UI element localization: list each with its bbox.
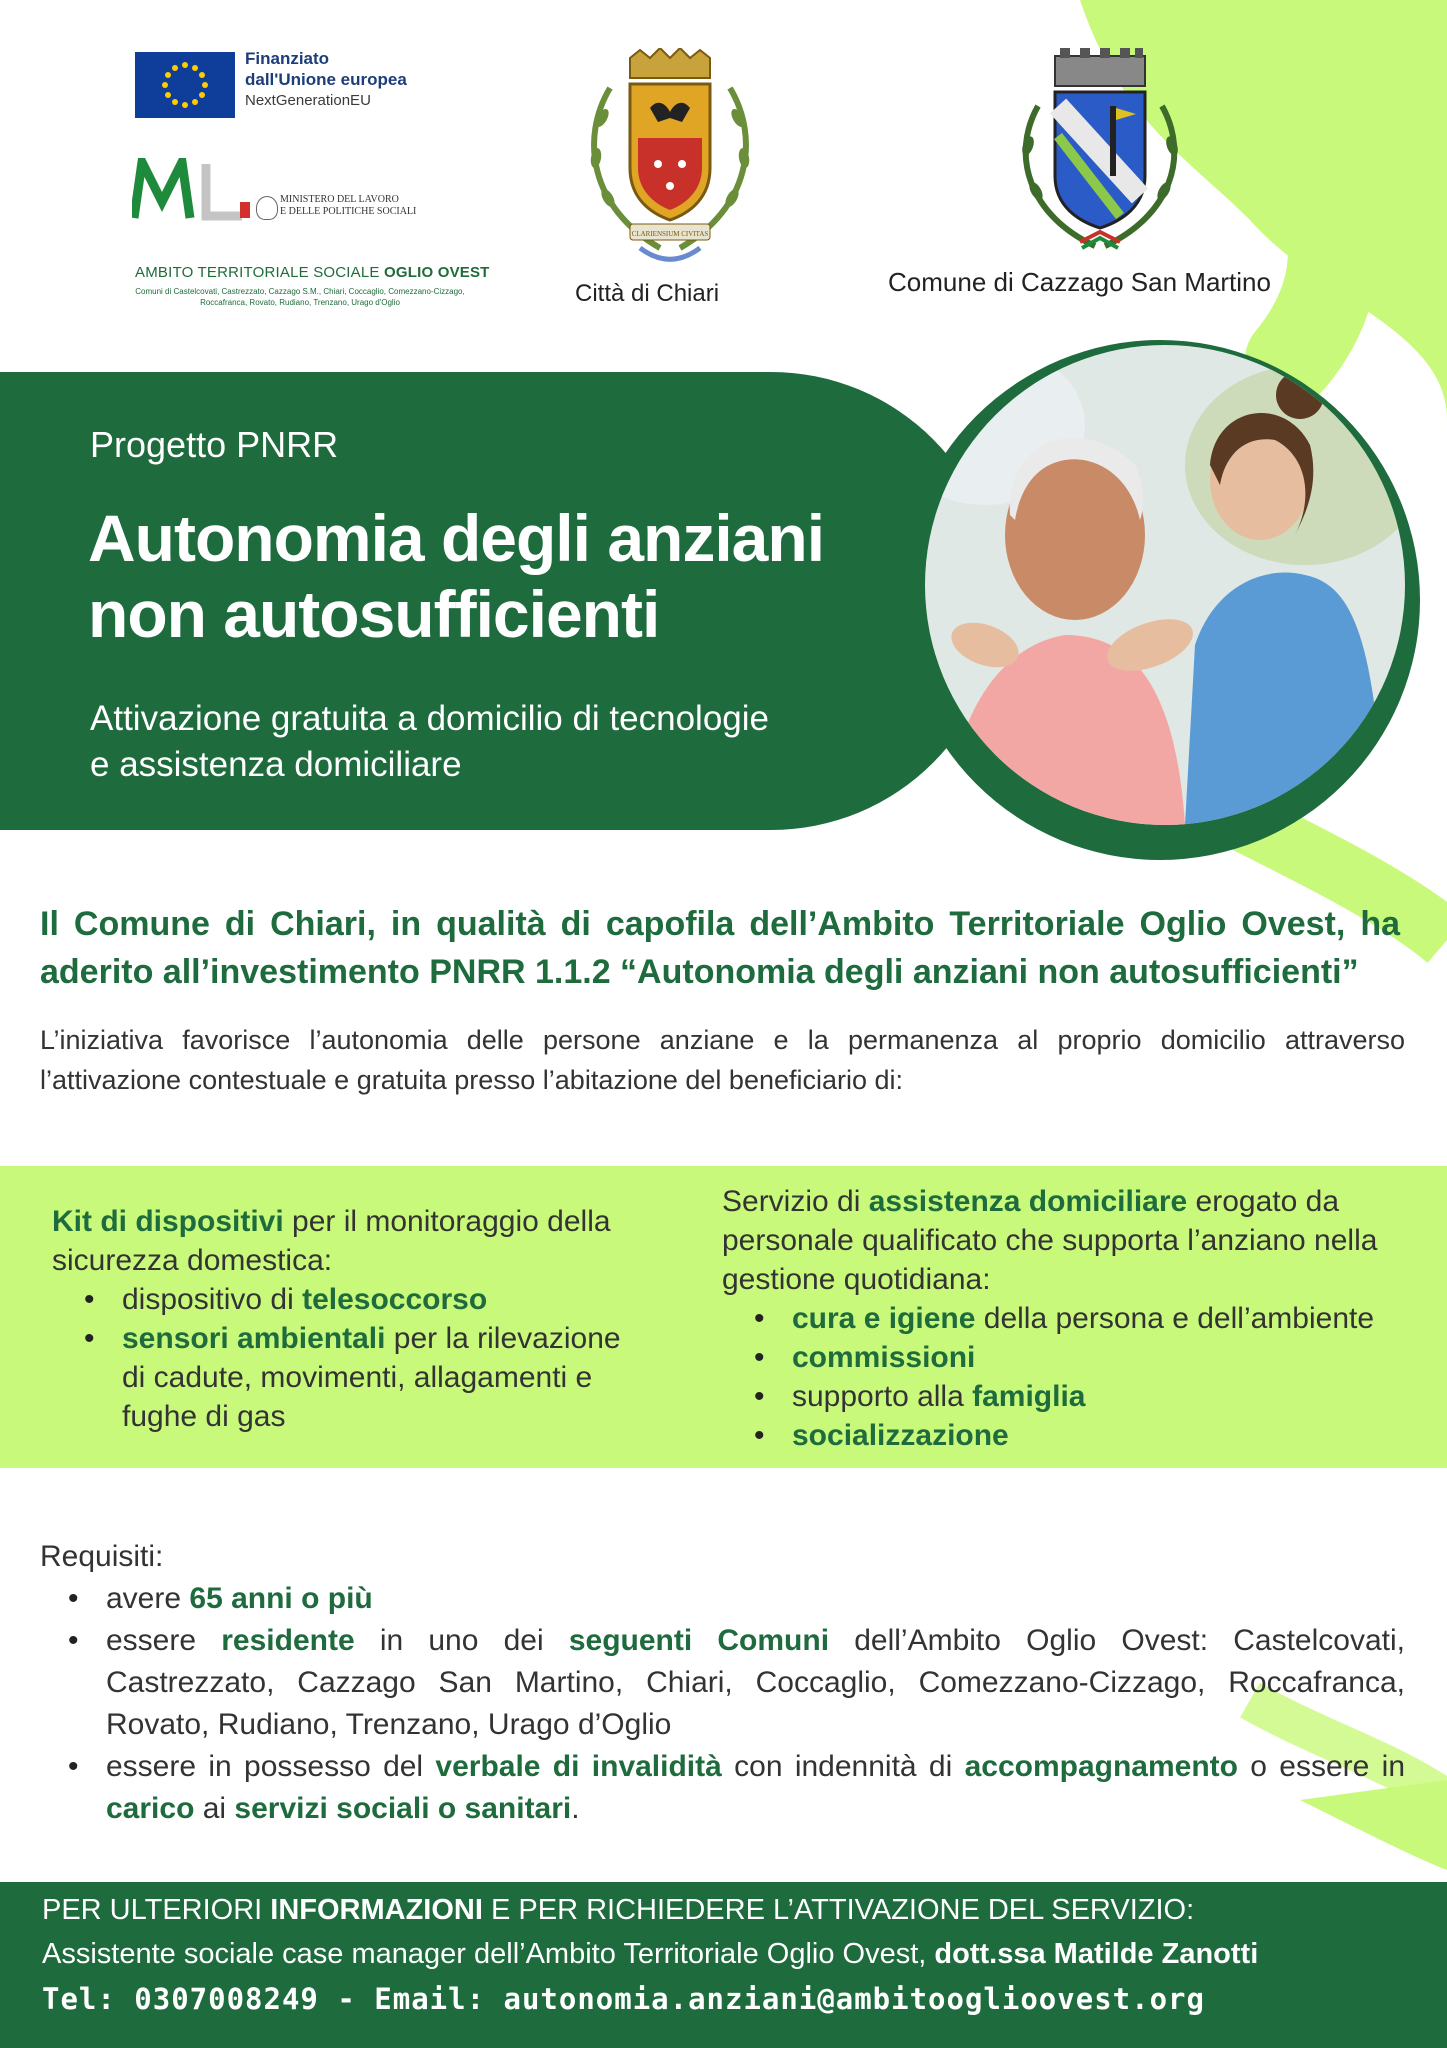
chiari-ribbon-text: CLARIENSIUM CIVITAS	[631, 230, 709, 238]
banner-title-line2: non autosufficienti	[88, 577, 660, 651]
eu-line1: Finanziato	[245, 49, 330, 68]
footer-bold: INFORMAZIONI	[270, 1894, 483, 1926]
item-pre: dispositivo di	[122, 1283, 303, 1316]
req-bold: carico	[106, 1792, 195, 1825]
req-text: avere	[106, 1582, 190, 1615]
footer-phone-email[interactable]: Tel: 0307008249 - Email: autonomia.anziani@ambitooglioovest.org	[42, 1982, 1205, 2016]
item-bold: socializzazione	[792, 1419, 1009, 1452]
requirement-age	[106, 1578, 1405, 1620]
footer-text: PER ULTERIORI	[42, 1894, 271, 1926]
list-item	[792, 1416, 1402, 1455]
req-bold: seguenti Comuni	[568, 1624, 830, 1657]
banner-kicker: Progetto PNRR	[90, 424, 339, 465]
ministry-line2: E DELLE POLITICHE SOCIALI	[280, 206, 417, 217]
item-bold: sensori ambientali	[122, 1322, 386, 1355]
req-text: ai	[194, 1792, 235, 1825]
item-bold: cura e igiene	[792, 1302, 976, 1335]
item-post: per la rilevazione di cadute, movimenti, allagamenti e fughe di gas	[122, 1322, 621, 1433]
ambito-title-regular: AMBITO TERRITORIALE SOCIALE	[135, 264, 384, 281]
item-bold: telesoccorso	[302, 1283, 488, 1316]
req-text: essere in possesso del	[106, 1750, 436, 1783]
footer-text: Assistente sociale case manager dell’Ambito Territoriale Oglio Ovest,	[42, 1938, 935, 1970]
item-post: della persona e dell’ambiente	[975, 1302, 1375, 1335]
list-item	[792, 1377, 1402, 1416]
req-text: .	[571, 1792, 580, 1825]
banner-title-line1: Autonomia degli anziani	[88, 501, 825, 575]
ministry-emblem-icon	[256, 196, 278, 220]
requirements-list	[40, 1578, 1405, 1830]
req-bold: residente	[221, 1624, 355, 1657]
chiari-label: Città di Chiari	[575, 280, 720, 307]
ministry-line1: MINISTERO DEL LAVORO	[280, 194, 399, 205]
ministry-logo	[132, 158, 252, 222]
intro-headline: Il Comune di Chiari, in qualità di capofila dell’Ambito Territoriale Oglio Ovest, ha aderito all’investimento PNRR 1.1.2 “Autonomia degli anziani non autosufficienti”	[40, 905, 1400, 991]
requirement-disability	[106, 1746, 1405, 1830]
ambito-title-bold: OGLIO OVEST	[384, 264, 490, 281]
devices-lead	[52, 1202, 652, 1280]
home-care-lead	[722, 1182, 1402, 1299]
requirement-residence	[106, 1620, 1405, 1746]
devices-list	[52, 1280, 652, 1436]
req-bold: servizi sociali o sanitari	[234, 1792, 572, 1825]
eu-funding-text	[245, 48, 407, 111]
footer-bold: dott.ssa Matilde Zanotti	[934, 1938, 1259, 1970]
cazzago-crest-logo	[1000, 46, 1200, 266]
chiari-crest-logo	[570, 48, 770, 268]
req-bold: 65 anni o più	[189, 1582, 373, 1615]
home-care-lead-pre: Servizio di	[722, 1185, 869, 1218]
item-bold: commissioni	[792, 1341, 976, 1374]
home-care-lead-rest: erogato da personale qualificato che supporta l’anziano nella gestione quotidiana:	[722, 1185, 1378, 1296]
intro-text: L’iniziativa favorisce l’autonomia delle persone anziane e la permanenza al proprio domicilio attraverso l’attivazione contestuale e gratuita presso l’abitazione del beneficiario di:	[40, 1025, 1405, 1095]
req-bold: verbale di invalidità	[435, 1750, 722, 1783]
item-bold: famiglia	[972, 1380, 1086, 1413]
ambito-communes: Comuni di Castelcovati, Castrezzato, Cazzago S.M., Chiari, Coccaglio, Comezzano-Cizzago, Roccafranca, Rovato, Rudiano, Trenzano, Urago d'Oglio	[135, 287, 465, 307]
eu-line3: NextGenerationEU	[245, 92, 371, 109]
home-care-column	[722, 1182, 1402, 1455]
footer-contact-person	[42, 1938, 1258, 1971]
footer-info-line	[42, 1894, 1194, 1927]
banner-subtitle	[90, 696, 769, 788]
banner-title	[88, 500, 824, 652]
banner-subtitle-line1: Attivazione gratuita a domicilio di tecnologie	[90, 699, 769, 738]
cazzago-label: Comune di Cazzago San Martino	[888, 267, 1271, 297]
req-text: essere	[106, 1624, 222, 1657]
ambito-title	[135, 264, 490, 281]
item-pre: supporto alla	[792, 1380, 973, 1413]
elderly-caregiver-photo	[925, 345, 1405, 825]
list-item	[792, 1299, 1402, 1338]
eu-line2: dall'Unione europea	[245, 70, 407, 89]
devices-lead-bold: Kit di dispositivi	[52, 1205, 284, 1238]
devices-column	[52, 1202, 652, 1436]
eu-flag-logo	[135, 52, 235, 118]
home-care-lead-bold: assistenza domiciliare	[868, 1185, 1188, 1218]
requirements-heading: Requisiti:	[40, 1540, 164, 1573]
banner-subtitle-line2: e assistenza domiciliare	[90, 745, 462, 784]
req-bold: accompagnamento	[964, 1750, 1238, 1783]
ministry-text	[280, 194, 416, 218]
footer-text: E PER RICHIEDERE L’ATTIVAZIONE DEL SERVIZIO:	[482, 1894, 1195, 1926]
req-text: con indennità di	[721, 1750, 965, 1783]
req-text: dell’Ambito Oglio Ovest: Castelcovati, Castrezzato, Cazzago San Martino, Chiari, Coccaglio, Comezzano-Cizzago, Roccafranca, Rovato, Rudiano, Trenzano, Urago d’Oglio	[106, 1624, 1405, 1741]
requirements-section	[40, 1536, 1405, 1830]
req-text: in uno dei	[354, 1624, 569, 1657]
list-item	[792, 1338, 1402, 1377]
devices-lead-rest: per il monitoraggio della sicurezza domestica:	[52, 1205, 611, 1277]
home-care-list	[722, 1299, 1402, 1455]
req-text: o essere in	[1237, 1750, 1405, 1783]
list-item	[122, 1280, 652, 1319]
list-item	[122, 1319, 652, 1436]
